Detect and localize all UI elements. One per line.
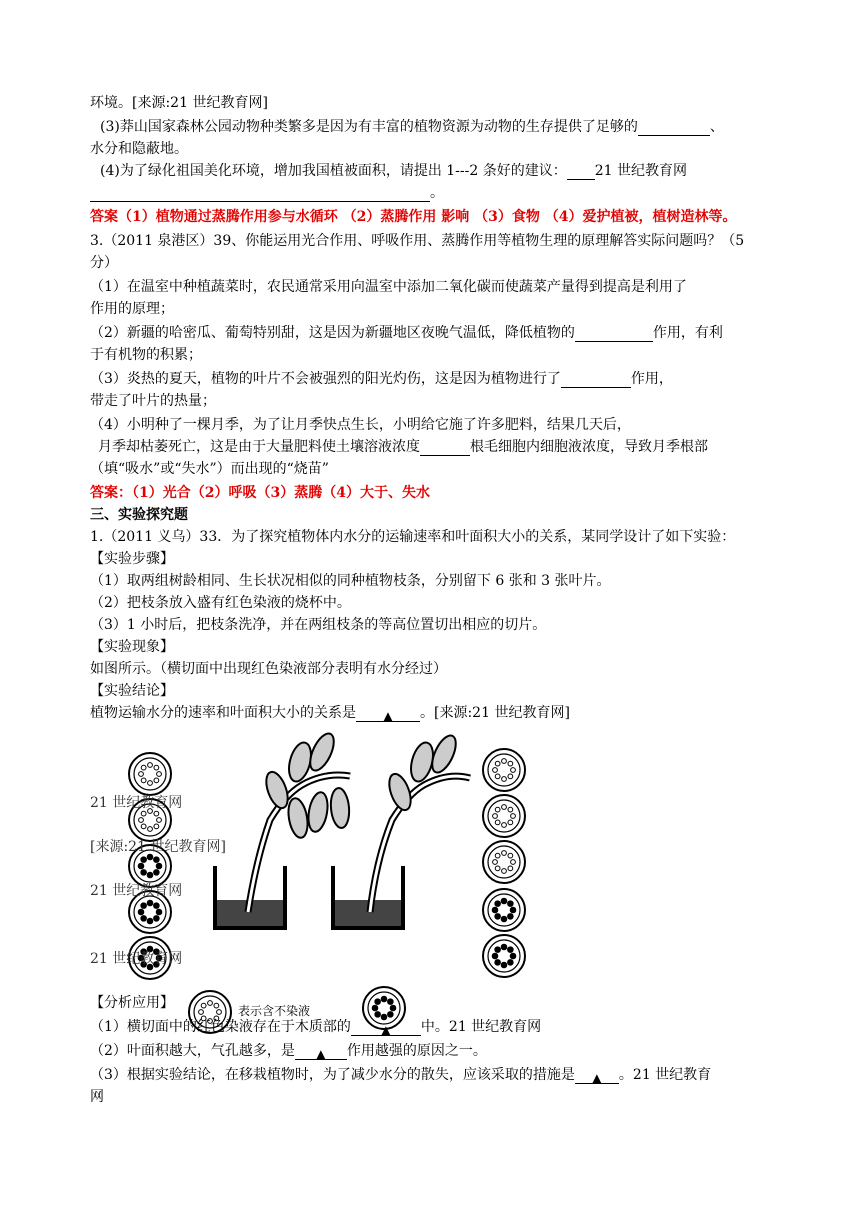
section-heading: 三、实验探究题: [90, 507, 188, 523]
text-line: 作用的原理；: [90, 301, 174, 317]
subheading: 【实验步骤】: [90, 551, 174, 567]
answer-line: 答案：（1）光合（2）呼吸（3）蒸腾（4）大于、失水: [90, 485, 430, 501]
watermark: [来源:21 世纪教育网]: [90, 839, 226, 855]
text-line: 月季却枯萎死亡，这是由于大量肥料使土壤溶液浓度 根毛细胞内细胞液浓度，导致月季根部: [98, 439, 708, 455]
triangle-blank: ▲: [351, 1021, 421, 1036]
text-line: （2）把枝条放入盛有红色染液的烧杯中。: [90, 595, 351, 611]
question-3-line: (3)莽山国家森林公园动物种类繁多是因为有丰富的植物资源为动物的生存提供了足够的 、: [100, 119, 724, 135]
text-line: 环境。[来源:21 世纪教育网]: [90, 95, 268, 111]
question-title: 3.（2011 泉港区）39、你能运用光合作用、呼吸作用、蒸腾作用等植物生理的原理解答实际问题吗？（5: [90, 233, 745, 249]
cross-section-circle: [129, 753, 171, 795]
legend-label: 表示含不染液: [238, 1004, 311, 1018]
question-4-line: (4)为了绿化祖国美化环境，增加我国植被面积，请提出 1---2 条好的建议： 21 世纪教育网: [100, 163, 688, 179]
beaker-right: [333, 866, 403, 928]
watermark: 21 世纪教育网: [90, 951, 183, 967]
watermark: 21 世纪教育网: [90, 795, 183, 811]
text-line: （4）小明种了一棵月季，为了让月季快点生长，小明给它施了许多肥料，结果几天后，: [90, 417, 631, 433]
text-line: （1）取两组树龄相同、生长状况相似的同种植物枝条，分别留下 6 张和 3 张叶片。: [90, 573, 611, 589]
text-line: （3）根据实验结论，在移栽植物时，为了减少水分的散失，应该采取的措施是 ▲ 。21 世纪教育: [90, 1067, 712, 1085]
cross-section-circle: [483, 935, 525, 977]
text-line: （1）在温室中种植蔬菜时，农民通常采用向温室中添加二氧化碳而使蔬菜产量得到提高是利用了: [90, 279, 687, 295]
text-line: 如图所示。（横切面中出现红色染液部分表明有水分经过）: [90, 661, 447, 677]
cross-section-circle: [483, 795, 525, 837]
text-line: 网: [90, 1089, 104, 1105]
answer-line: 答案（1）植物通过蒸腾作用参与水循环 （2）蒸腾作用 影响 （3）食物 （4）爱护植被，植树造林等。: [90, 209, 737, 225]
text-line: 分）: [90, 255, 118, 271]
triangle-blank: ▲: [356, 707, 420, 722]
triangle-blank: ▲: [575, 1069, 619, 1084]
subheading: 【分析应用】: [90, 995, 174, 1011]
blank-line: 。: [90, 184, 444, 202]
subheading: 【实验结论】: [90, 683, 174, 699]
cross-section-circle: [483, 889, 525, 931]
text-line: （3）1 小时后，把枝条洗净，并在两组枝条的等高位置切出相应的切片。: [90, 617, 547, 633]
cross-section-column-left: [129, 753, 171, 979]
question-title: 1.（2011 义乌）33．为了探究植物体内水分的运输速率和叶面积大小的关系，某同学设计了如下实验：: [90, 529, 736, 545]
watermark: 21 世纪教育网: [90, 883, 183, 899]
text-line: 带走了叶片的热量；: [90, 393, 216, 409]
text-line: 植物运输水分的速率和叶面积大小的关系是 ▲ 。[来源:21 世纪教育网]: [90, 705, 570, 723]
text-line: （3）炎热的夏天，植物的叶片不会被强烈的阳光灼伤，这是因为植物进行了 作用，: [90, 371, 673, 387]
branch-right-3-leaves: [370, 732, 470, 912]
cross-section-circle: [483, 841, 525, 883]
branch-left-6-leaves: [248, 730, 351, 912]
text-line: （2）新疆的哈密瓜、葡萄特别甜，这是因为新疆地区夜晚气温低，降低植物的 作用，有利: [90, 325, 723, 341]
text-line: 于有机物的积累；: [90, 347, 202, 363]
subheading: 【实验现象】: [90, 639, 174, 655]
text-line: （2）叶面积越大，气孔越多，是 ▲ 作用越强的原因之一。: [90, 1043, 487, 1061]
cross-section-column-right: [483, 749, 525, 977]
text-line: （1）横切面中的红色染液存在于木质部的 ▲ 中。21 世纪教育网: [90, 1019, 542, 1037]
text-line: （填“吸水”或“失水”）而出现的“烧苗”: [90, 461, 329, 477]
text-line: 水分和隐蔽地。: [90, 141, 188, 157]
triangle-blank: ▲: [295, 1045, 347, 1060]
cross-section-circle: [483, 749, 525, 791]
